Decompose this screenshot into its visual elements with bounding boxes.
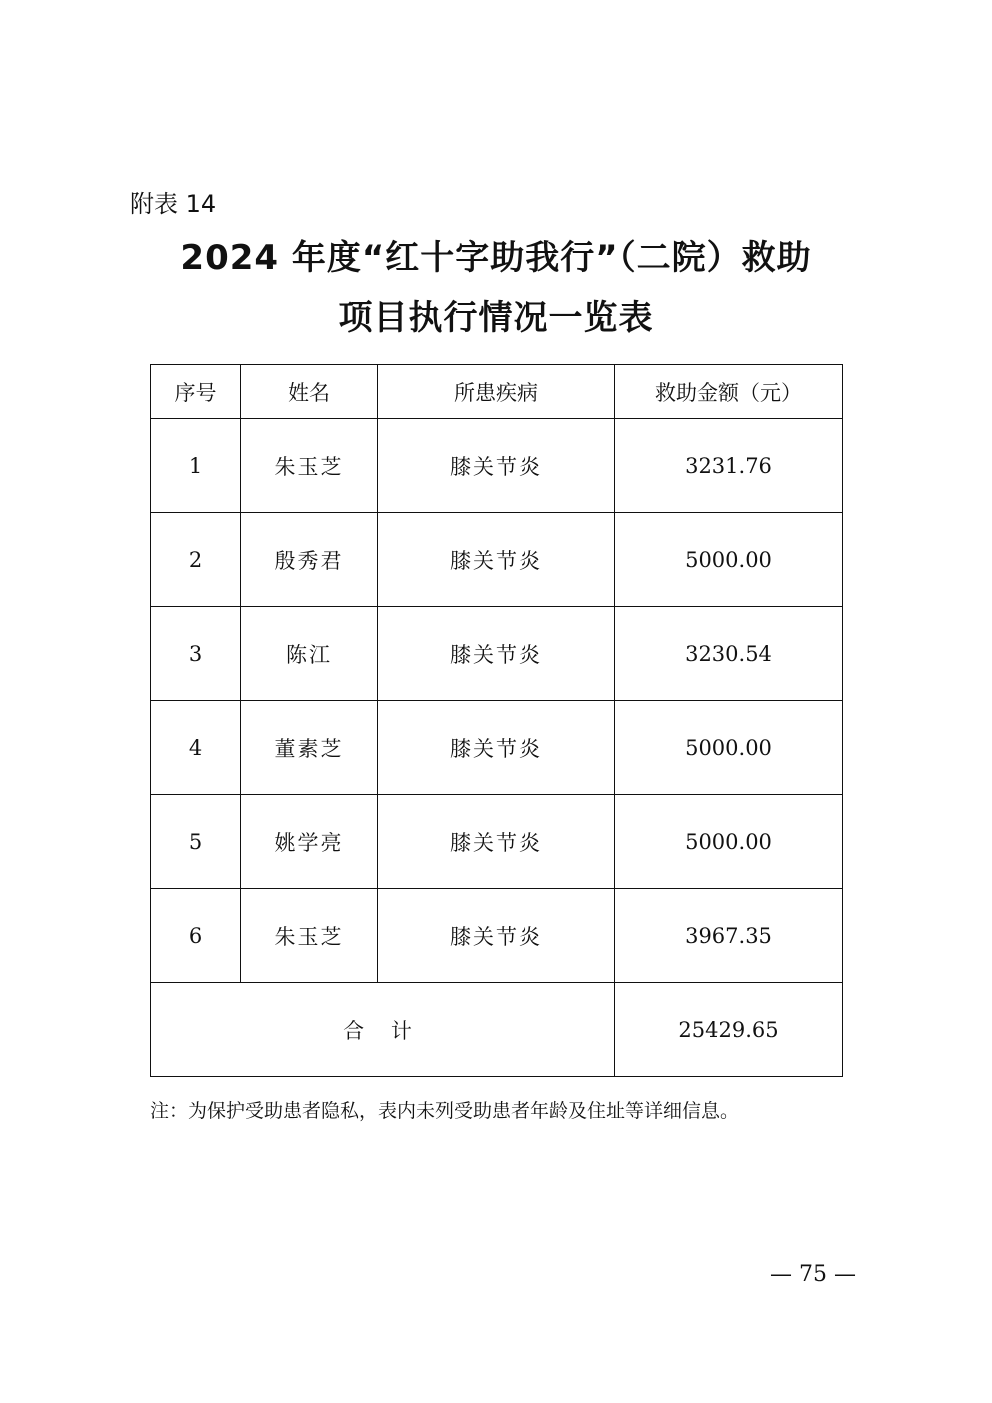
cell-name: 朱玉芝: [241, 889, 378, 983]
cell-disease: 膝关节炎: [378, 419, 615, 513]
header-name: 姓名: [241, 365, 378, 419]
page-number: — 75 —: [770, 1262, 856, 1287]
page-title-line1: 2024 年度“红十字助我行”（二院）救助: [180, 238, 812, 278]
total-amount: 25429.65: [615, 983, 843, 1077]
table-header-row: [151, 365, 843, 419]
header-serial-number: 序号: [151, 365, 241, 419]
cell-serial-number: 6: [151, 889, 241, 983]
cell-amount: 5000.00: [615, 513, 843, 607]
cell-amount: 3230.54: [615, 607, 843, 701]
cell-name: 殷秀君: [241, 513, 378, 607]
cell-name: 姚学亮: [241, 795, 378, 889]
privacy-note: 注：为保护受助患者隐私，表内未列受助患者年龄及住址等详细信息。: [150, 1100, 740, 1122]
page-title-line2: 项目执行情况一览表: [338, 298, 654, 338]
cell-disease: 膝关节炎: [378, 607, 615, 701]
cell-amount: 3231.76: [615, 419, 843, 513]
header-disease: 所患疾病: [378, 365, 615, 419]
cell-serial-number: 2: [151, 513, 241, 607]
cell-name: 董素芝: [241, 701, 378, 795]
total-label: 合 计: [151, 983, 615, 1077]
header-aid-amount: 救助金额（元）: [615, 365, 843, 419]
cell-disease: 膝关节炎: [378, 701, 615, 795]
cell-name: 朱玉芝: [241, 419, 378, 513]
table-row: [151, 701, 843, 795]
cell-serial-number: 5: [151, 795, 241, 889]
cell-amount: 5000.00: [615, 795, 843, 889]
table-row: [151, 419, 843, 513]
cell-amount: 5000.00: [615, 701, 843, 795]
aid-project-table: [150, 364, 843, 1077]
table-row: [151, 607, 843, 701]
cell-disease: 膝关节炎: [378, 513, 615, 607]
table-row: [151, 513, 843, 607]
cell-serial-number: 1: [151, 419, 241, 513]
appendix-label: 附表 14: [130, 190, 217, 218]
cell-disease: 膝关节炎: [378, 889, 615, 983]
cell-name: 陈江: [241, 607, 378, 701]
table-row: [151, 795, 843, 889]
table-row: [151, 889, 843, 983]
cell-serial-number: 3: [151, 607, 241, 701]
cell-disease: 膝关节炎: [378, 795, 615, 889]
cell-serial-number: 4: [151, 701, 241, 795]
cell-amount: 3967.35: [615, 889, 843, 983]
table-total-row: [151, 983, 843, 1077]
